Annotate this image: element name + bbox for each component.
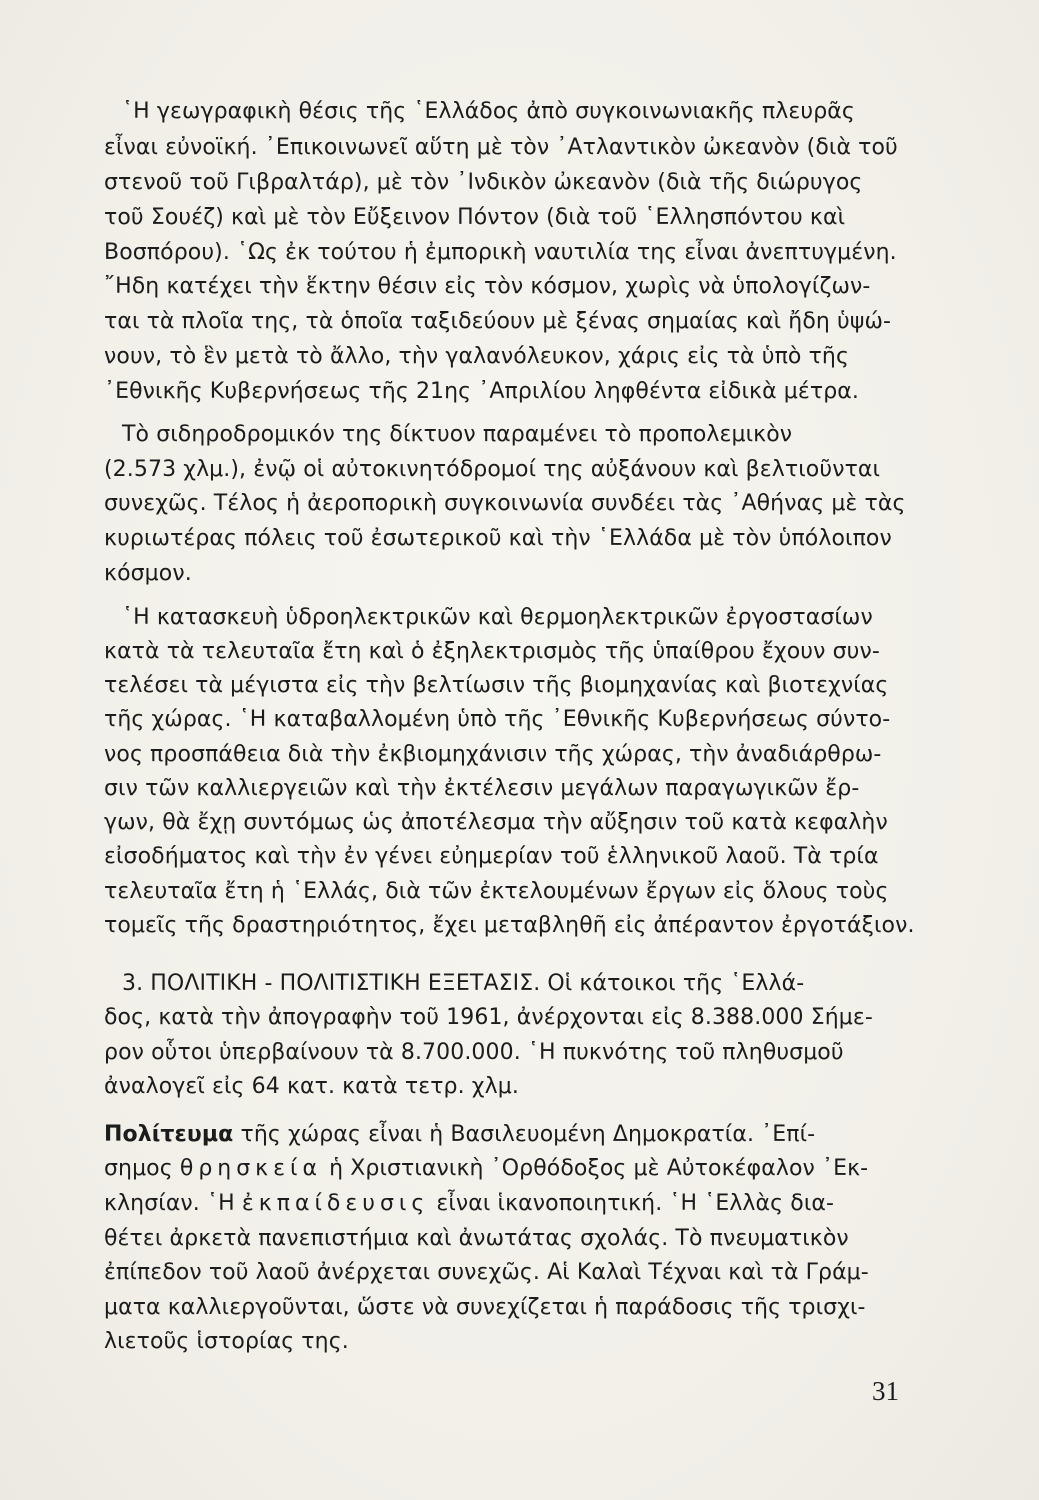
text-line: σιν τῶν καλλιεργειῶν καὶ τὴν ἐκτέλεσιν μεγάλων παραγωγικῶν ἔρ-: [104, 776, 860, 801]
text-line: ῾Η γεωγραφικὴ θέσις τῆς ῾Ελλάδος ἀπὸ συγκοινωνιακῆς πλευρᾶς: [122, 99, 855, 124]
text-line: λιετοῦς ἱστορίας της.: [104, 1329, 349, 1354]
text-line: κόσμον.: [104, 561, 192, 586]
religion-line: [104, 1154, 868, 1184]
text-line: θέτει ἀρκετὰ πανεπιστήμια καὶ ἀνωτάτας σχολάς. Τὸ πνευματικὸν: [104, 1226, 849, 1251]
religion-prefix: σημος: [104, 1156, 173, 1181]
page-number: 31: [872, 1376, 899, 1406]
text-line: ἀναλογεῖ εἰς 64 κατ. κατὰ τετρ. χλμ.: [104, 1074, 519, 1099]
religion-emphasis: θρησκεία: [179, 1156, 322, 1181]
text-line: τῆς χώρας. ῾Η καταβαλλομένη ὑπὸ τῆς ᾿Εθνικῆς Κυβερνήσεως σύντο-: [104, 707, 891, 732]
text-line: ται τὰ πλοῖα της, τὰ ὁποῖα ταξιδεύουν μὲ ξένας σημαίας καὶ ἤδη ὑψώ-: [104, 309, 892, 334]
text-line: τελευταῖα ἔτη ἡ ῾Ελλάς, διὰ τῶν ἐκτελουμένων ἔργων εἰς ὅλους τοὺς: [104, 879, 889, 904]
text-line: ρον οὗτοι ὑπερβαίνουν τὰ 8.700.000. ῾Η πυκνότης τοῦ πληθυσμοῦ: [104, 1040, 844, 1065]
politeuma-line: [104, 1120, 815, 1150]
education-text: εἶναι ἱκανοποιητική. ῾Η ῾Ελλὰς δια-: [436, 1191, 835, 1216]
politeuma-text: τῆς χώρας εἶναι ἡ Βασιλευομένη Δημοκρατία. ᾿Επί-: [240, 1122, 816, 1147]
text-line: συνεχῶς. Τέλος ἡ ἀεροπορικὴ συγκοινωνία συνδέει τὰς ᾿Αθήνας μὲ τὰς: [104, 491, 906, 516]
text-line: ῎Ηδη κατέχει τὴν ἕκτην θέσιν εἰς τὸν κόσμον, χωρὶς νὰ ὑπολογίζων-: [104, 274, 871, 299]
text-line: Τὸ σιδηροδρομικόν της δίκτυον παραμένει τὸ προπολεμικὸν: [122, 422, 793, 447]
education-line: [104, 1189, 834, 1219]
text-line: ματα καλλιεργοῦνται, ὥστε νὰ συνεχίζεται ἡ παράδοσις τῆς τρισχι-: [104, 1295, 866, 1320]
text-line: γων, θὰ ἔχῃ συντόμως ὡς ἀποτέλεσμα τὴν αὔξησιν τοῦ κατὰ κεφαλὴν: [104, 810, 888, 835]
text-line: δος, κατὰ τὴν ἀπογραφὴν τοῦ 1961, ἀνέρχονται εἰς 8.388.000 Σήμε-: [104, 1005, 873, 1030]
text-line: κυριωτέρας πόλεις τοῦ ἐσωτερικοῦ καὶ τὴν ῾Ελλάδα μὲ τὸν ὑπόλοιπον: [104, 526, 892, 551]
text-line: τελέσει τὰ μέγιστα εἰς τὴν βελτίωσιν τῆς βιομηχανίας καὶ βιοτεχνίας: [104, 673, 889, 698]
text-line: ἐπίπεδον τοῦ λαοῦ ἀνέρχεται συνεχῶς. Αἱ Καλαὶ Τέχναι καὶ τὰ Γράμ-: [104, 1260, 869, 1285]
text-line: νος προσπάθεια διὰ τὴν ἐκβιομηχάνισιν τῆς χώρας, τὴν ἀναδιάρθρω-: [104, 742, 882, 767]
text-line: στενοῦ τοῦ Γιβραλτάρ), μὲ τὸν ᾿Ινδικὸν ὠκεανὸν (διὰ τῆς διώρυγος: [104, 170, 863, 195]
text-line: τομεῖς τῆς δραστηριότητος, ἔχει μεταβληθῆ εἰς ἀπέραντον ἐργοτάξιον.: [104, 913, 915, 938]
text-line: κατὰ τὰ τελευταῖα ἔτη καὶ ὁ ἐξηλεκτρισμὸς τῆς ὑπαίθρου ἔχουν συν-: [104, 639, 880, 664]
text-line: εἶναι εὐνοϊκή. ᾿Επικοινωνεῖ αὕτη μὲ τὸν ᾿Ατλαντικὸν ὠκεανὸν (διὰ τοῦ: [104, 135, 898, 160]
religion-text: ἡ Χριστιανικὴ ᾿Ορθόδοξος μὲ Αὐτοκέφαλον ᾿Εκ-: [329, 1156, 869, 1181]
text-line: ῾Η κατασκευὴ ὑδροηλεκτρικῶν καὶ θερμοηλεκτρικῶν ἐργοστασίων: [122, 605, 873, 630]
text-line: Βοσπόρου). ῾Ως ἐκ τούτου ἡ ἐμπορικὴ ναυτιλία της εἶναι ἀνεπτυγμένη.: [104, 240, 897, 265]
politeuma-heading: Πολίτευμα: [104, 1122, 234, 1147]
education-emphasis: ἐκπαίδευσις: [241, 1191, 430, 1216]
text-line: (2.573 χλμ.), ἐνῷ οἱ αὐτοκινητόδρομοί της αὐξάνουν καὶ βελτιοῦνται: [104, 457, 881, 482]
text-line: εἰσοδήματος καὶ τὴν ἐν γένει εὐημερίαν τοῦ ἑλληνικοῦ λαοῦ. Τὰ τρία: [104, 844, 879, 869]
text-line: τοῦ Σουέζ) καὶ μὲ τὸν Εὔξεινον Πόντον (διὰ τοῦ ῾Ελλησπόντου καὶ: [104, 205, 846, 230]
text-line: ᾿Εθνικῆς Κυβερνήσεως τῆς 21ης ᾿Απριλίου ληφθέντα εἰδικὰ μέτρα.: [104, 379, 859, 404]
text-line: νουν, τὸ ἓν μετὰ τὸ ἄλλο, τὴν γαλανόλευκον, χάρις εἰς τὰ ὑπὸ τῆς: [104, 344, 849, 369]
section-heading-line: 3. ΠΟΛΙΤΙΚΗ - ΠΟΛΙΤΙΣΤΙΚΗ ΕΞΕΤΑΣΙΣ. Οἱ κάτοικοι τῆς ῾Ελλά-: [122, 971, 805, 996]
education-prefix: κλησίαν. ῾Η: [104, 1191, 235, 1216]
